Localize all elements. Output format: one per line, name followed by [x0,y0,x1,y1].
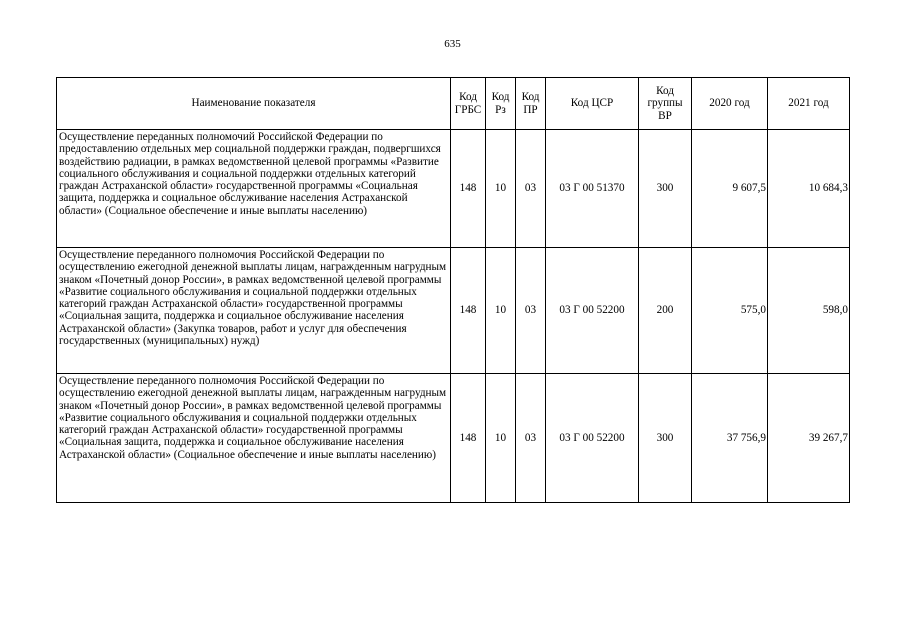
header-pr: Код ПР [516,78,546,130]
row-name: Осуществление переданных полномочий Российской Федерации по предоставлению отдельных мер социальной поддержки граждан, подвергшихся воздействию радиации, в рамках ведомственной целевой программы «Развитие социального обслуживания и социальной поддержки отдельных категорий граждан Астраханской области» государственной программы «Социальная защита, поддержка и социальное обслуживание населения Астраханской области» (Социальное обеспечение и иные выплаты населению) [57,130,451,248]
row-csr: 03 Г 00 51370 [546,130,639,248]
row-rz: 10 [486,248,516,374]
header-2021: 2021 год [768,78,850,130]
row-pr: 03 [516,130,546,248]
row-grbs: 148 [451,130,486,248]
table-header-row [57,78,850,130]
header-vr: Код группы ВР [639,78,692,130]
row-rz: 10 [486,130,516,248]
header-grbs: Код ГРБС [451,78,486,130]
table-row [57,248,850,374]
header-csr: Код ЦСР [546,78,639,130]
header-2020: 2020 год [692,78,768,130]
row-2021: 10 684,3 [768,130,850,248]
row-csr: 03 Г 00 52200 [546,248,639,374]
row-vr: 300 [639,374,692,503]
row-csr: 03 Г 00 52200 [546,374,639,503]
row-2021: 39 267,7 [768,374,850,503]
row-2021: 598,0 [768,248,850,374]
row-2020: 575,0 [692,248,768,374]
row-name: Осуществление переданного полномочия Российской Федерации по осуществлению ежегодной денежной выплаты лицам, награжденным нагрудным знаком «Почетный донор России», в рамках ведомственной целевой программы «Развитие социального обслуживания и социальной поддержки отдельных категорий граждан Астраханской области» государственной программы «Социальная защита, поддержка и социальное обслуживание населения Астраханской области» (Социальное обеспечение и иные выплаты населению) [57,374,451,503]
row-2020: 9 607,5 [692,130,768,248]
row-name: Осуществление переданного полномочия Российской Федерации по осуществлению ежегодной денежной выплаты лицам, награжденным нагрудным знаком «Почетный донор России», в рамках ведомственной целевой программы «Развитие социального обслуживания и социальной поддержки отдельных категорий граждан Астраханской области» государственной программы «Социальная защита, поддержка и социальное обслуживание населения Астраханской области» (Закупка товаров, работ и услуг для обеспечения государственных (муниципальных) нужд) [57,248,451,374]
header-rz: Код Рз [486,78,516,130]
row-pr: 03 [516,374,546,503]
table-row [57,374,850,503]
page-number: 635 [444,38,461,50]
header-name: Наименование показателя [57,78,451,130]
row-grbs: 148 [451,248,486,374]
budget-table [56,77,850,503]
table-row [57,130,850,248]
row-grbs: 148 [451,374,486,503]
row-vr: 300 [639,130,692,248]
row-vr: 200 [639,248,692,374]
row-rz: 10 [486,374,516,503]
row-pr: 03 [516,248,546,374]
row-2020: 37 756,9 [692,374,768,503]
